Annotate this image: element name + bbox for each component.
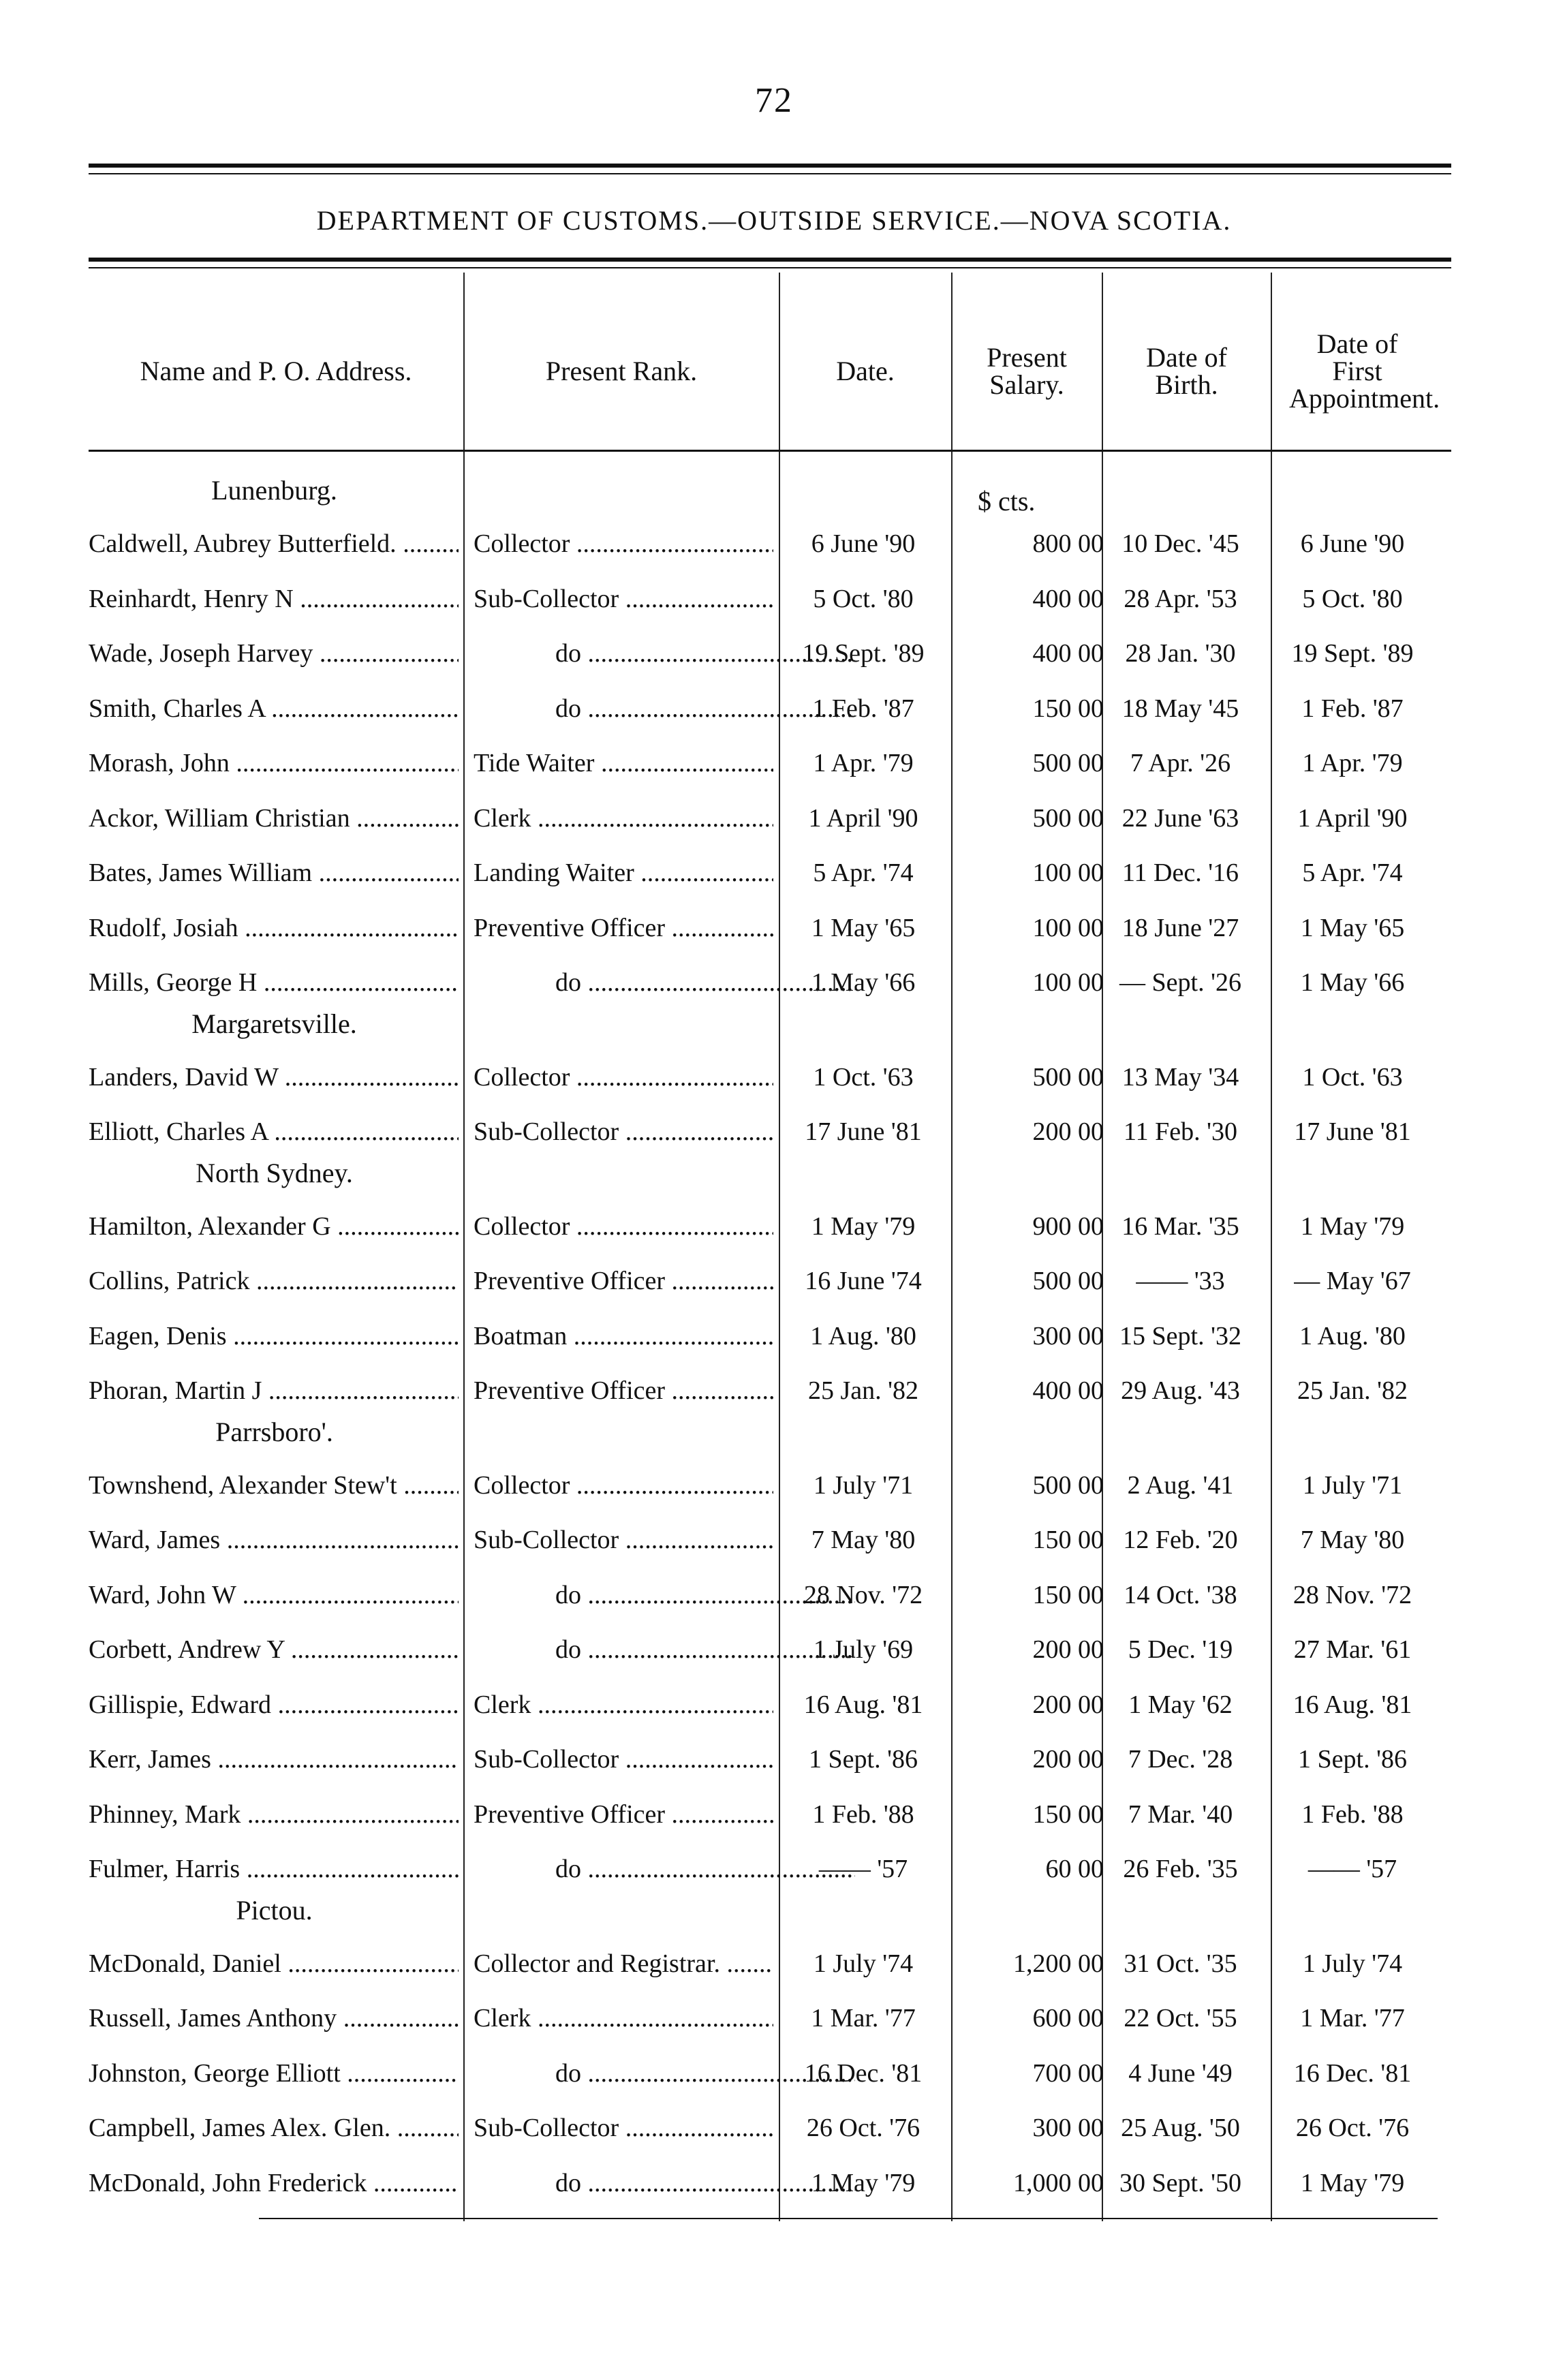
cell-rank: Collector ..... bbox=[474, 529, 773, 559]
cell-date: 16 Aug. '81 bbox=[803, 1690, 923, 1719]
cell-birth: 30 Sept. '50 bbox=[1119, 2168, 1241, 2197]
cell-rank: Collector ..... bbox=[474, 1062, 773, 1092]
cell-birth: — Sept. '26 bbox=[1119, 968, 1241, 997]
cell-first-appointment: 19 Sept. '89 bbox=[1291, 639, 1414, 668]
col-header-rank bbox=[465, 293, 778, 450]
col-header-date bbox=[780, 293, 950, 450]
cell-rank: Clerk ..... bbox=[474, 1690, 773, 1720]
cell-salary: 100 00 bbox=[1032, 968, 1104, 997]
section-heading: Parrsboro'. bbox=[215, 1416, 333, 1447]
cell-birth: 29 Aug. '43 bbox=[1121, 1376, 1240, 1405]
cell-first-appointment: 1 May '79 bbox=[1300, 2168, 1405, 2197]
table-row bbox=[0, 572, 1548, 626]
cell-salary: 400 00 bbox=[1032, 1376, 1104, 1405]
cell-name: Caldwell, Aubrey Butterfield. ..... bbox=[89, 529, 459, 559]
cell-name: McDonald, Daniel ..... bbox=[89, 1949, 459, 1979]
cell-salary: 400 00 bbox=[1032, 584, 1104, 613]
table-row bbox=[0, 846, 1548, 900]
cell-first-appointment: 28 Nov. '72 bbox=[1292, 1580, 1412, 1609]
cell-birth: 5 Dec. '19 bbox=[1128, 1635, 1233, 1664]
table-row bbox=[0, 2101, 1548, 2155]
top-rule-thin bbox=[89, 173, 1451, 174]
cell-name: Phinney, Mark ..... bbox=[89, 1799, 459, 1829]
cell-rank: do ..... bbox=[474, 2168, 855, 2198]
table-row bbox=[0, 1513, 1548, 1567]
cell-name: Phoran, Martin J ..... bbox=[89, 1376, 459, 1406]
cell-rank: Landing Waiter ..... bbox=[474, 858, 773, 888]
cell-salary: 500 00 bbox=[1032, 1470, 1104, 1500]
cell-first-appointment: 25 Jan. '82 bbox=[1297, 1376, 1408, 1405]
cell-first-appointment: 6 June '90 bbox=[1300, 529, 1405, 558]
cell-name: Campbell, James Alex. Glen. ..... bbox=[89, 2113, 459, 2143]
cell-date: 1 Sept. '86 bbox=[809, 1745, 918, 1774]
cell-date: 1 Aug. '80 bbox=[810, 1321, 916, 1350]
cell-rank: Sub-Collector ..... bbox=[474, 1744, 773, 1774]
table-row bbox=[0, 1678, 1548, 1732]
cell-date: —— '57 bbox=[818, 1855, 908, 1883]
cell-name: Corbett, Andrew Y ..... bbox=[89, 1635, 459, 1665]
cell-birth: 7 Apr. '26 bbox=[1130, 749, 1231, 777]
page-number: 72 bbox=[755, 81, 793, 120]
cell-rank: Tide Waiter ..... bbox=[474, 748, 773, 778]
cell-name: Johnston, George Elliott ..... bbox=[89, 2058, 459, 2088]
cell-first-appointment: —— '57 bbox=[1307, 1855, 1397, 1883]
cell-first-appointment: 16 Aug. '81 bbox=[1292, 1690, 1412, 1719]
table-row bbox=[0, 736, 1548, 790]
cell-birth: 22 Oct. '55 bbox=[1124, 2004, 1237, 2033]
table-row bbox=[0, 1936, 1548, 1991]
cell-date: 1 July '69 bbox=[813, 1635, 914, 1664]
header-rule-thick bbox=[89, 258, 1451, 262]
col-header-birth bbox=[1103, 293, 1270, 450]
cell-rank: Preventive Officer ..... bbox=[474, 913, 773, 943]
cell-date: 1 Feb. '88 bbox=[812, 1799, 914, 1829]
cell-name: Morash, John ..... bbox=[89, 748, 459, 778]
table-row bbox=[0, 1363, 1548, 1418]
cell-date: 1 May '79 bbox=[811, 2168, 916, 2197]
bottom-rule bbox=[259, 2218, 1438, 2219]
table-row bbox=[0, 2156, 1548, 2210]
cell-birth: 7 Dec. '28 bbox=[1128, 1745, 1233, 1774]
table-row bbox=[0, 1254, 1548, 1308]
cell-date: 28 Nov. '72 bbox=[803, 1580, 923, 1609]
cell-birth: 15 Sept. '32 bbox=[1119, 1321, 1241, 1350]
cell-birth: 28 Apr. '53 bbox=[1124, 584, 1237, 613]
table-row bbox=[0, 791, 1548, 846]
cell-first-appointment: 1 Feb. '87 bbox=[1301, 694, 1404, 723]
col-header-date-text: Date. bbox=[836, 356, 895, 386]
table-row bbox=[0, 1568, 1548, 1622]
cell-birth: 18 May '45 bbox=[1121, 694, 1239, 723]
cell-birth: 13 May '34 bbox=[1121, 1062, 1239, 1092]
cell-date: 1 May '66 bbox=[811, 968, 916, 997]
cell-salary: 60 00 bbox=[1045, 1855, 1104, 1883]
table-row bbox=[0, 1309, 1548, 1363]
table-row bbox=[0, 1622, 1548, 1677]
cell-name: Landers, David W ..... bbox=[89, 1062, 459, 1092]
cell-name: Fulmer, Harris ..... bbox=[89, 1854, 459, 1884]
cell-rank: Collector ..... bbox=[474, 1470, 773, 1500]
cell-salary: 500 00 bbox=[1032, 803, 1104, 833]
cell-first-appointment: 1 July '74 bbox=[1302, 1949, 1403, 1978]
cell-rank: do ..... bbox=[474, 638, 855, 668]
section-heading: Pictou. bbox=[236, 1894, 313, 1926]
cell-rank: Clerk ..... bbox=[474, 803, 773, 833]
cell-rank: do ..... bbox=[474, 1635, 855, 1665]
table-row bbox=[0, 1199, 1548, 1254]
cell-name: Eagen, Denis ..... bbox=[89, 1321, 459, 1351]
cell-first-appointment: 1 Sept. '86 bbox=[1298, 1745, 1407, 1774]
cell-salary: 500 00 bbox=[1032, 749, 1104, 777]
cell-date: 1 July '71 bbox=[813, 1470, 914, 1500]
cell-first-appointment: 1 Apr. '79 bbox=[1302, 749, 1403, 777]
col-header-name-text: Name and P. O. Address. bbox=[140, 356, 412, 386]
cell-first-appointment: 1 Feb. '88 bbox=[1301, 1799, 1404, 1829]
cell-name: Ackor, William Christian ..... bbox=[89, 803, 459, 833]
cell-date: 1 May '65 bbox=[811, 913, 916, 942]
cell-date: 1 April '90 bbox=[808, 803, 918, 833]
cell-first-appointment: 7 May '80 bbox=[1300, 1526, 1405, 1554]
cell-birth: 22 June '63 bbox=[1121, 803, 1239, 833]
cell-first-appointment: 27 Mar. '61 bbox=[1293, 1635, 1412, 1664]
cell-salary: 100 00 bbox=[1032, 859, 1104, 887]
cell-salary: 800 00 bbox=[1032, 529, 1104, 558]
table-row bbox=[0, 901, 1548, 955]
cell-rank: Sub-Collector ..... bbox=[474, 1117, 773, 1147]
cell-first-appointment: 1 July '71 bbox=[1302, 1470, 1403, 1500]
cell-name: Collins, Patrick ..... bbox=[89, 1266, 459, 1296]
table-row bbox=[0, 1991, 1548, 2045]
cell-name: Kerr, James ..... bbox=[89, 1744, 459, 1774]
cell-salary: 500 00 bbox=[1032, 1062, 1104, 1092]
cell-date: 25 Jan. '82 bbox=[807, 1376, 918, 1405]
cell-first-appointment: 1 May '79 bbox=[1300, 1211, 1405, 1241]
cell-date: 1 Feb. '87 bbox=[812, 694, 914, 723]
cell-birth: 10 Dec. '45 bbox=[1121, 529, 1239, 558]
cell-date: 1 Apr. '79 bbox=[813, 749, 914, 777]
cell-date: 16 Dec. '81 bbox=[804, 2058, 923, 2088]
cell-date: 1 Mar. '77 bbox=[811, 2004, 916, 2033]
cell-salary: 1,000 00 bbox=[1013, 2168, 1104, 2197]
col-header-salary bbox=[953, 293, 1101, 450]
page-title: DEPARTMENT OF CUSTOMS.—OUTSIDE SERVICE.—NOVA SCOTIA. bbox=[316, 205, 1232, 236]
cell-salary: 500 00 bbox=[1032, 1267, 1104, 1295]
cell-salary: 300 00 bbox=[1032, 1321, 1104, 1350]
cell-salary: 400 00 bbox=[1032, 639, 1104, 668]
cell-date: 5 Apr. '74 bbox=[813, 859, 914, 887]
cell-name: Russell, James Anthony ..... bbox=[89, 2003, 459, 2033]
cell-rank: Boatman ..... bbox=[474, 1321, 773, 1351]
cell-rank: do ..... bbox=[474, 2058, 855, 2088]
cell-first-appointment: 1 Oct. '63 bbox=[1302, 1062, 1403, 1092]
cell-first-appointment: 17 June '81 bbox=[1294, 1117, 1411, 1146]
cell-first-appointment: 16 Dec. '81 bbox=[1293, 2058, 1412, 2088]
cell-name: Elliott, Charles A ..... bbox=[89, 1117, 459, 1147]
cell-date: 16 June '74 bbox=[805, 1267, 922, 1295]
col-header-first-appointment-text: Date of First Appointment. bbox=[1289, 328, 1440, 414]
table-row bbox=[0, 681, 1548, 736]
cell-salary: 700 00 bbox=[1032, 2058, 1104, 2088]
cell-salary: 200 00 bbox=[1032, 1635, 1104, 1664]
table-row bbox=[0, 1104, 1548, 1159]
cell-date: 19 Sept. '89 bbox=[802, 639, 925, 668]
cell-rank: Preventive Officer ..... bbox=[474, 1376, 773, 1406]
cell-birth: 7 Mar. '40 bbox=[1128, 1799, 1233, 1829]
cell-date: 5 Oct. '80 bbox=[813, 584, 914, 613]
cell-birth: 11 Dec. '16 bbox=[1121, 859, 1239, 887]
cell-name: Reinhardt, Henry N ..... bbox=[89, 584, 459, 614]
col-header-salary-text: Present Salary. bbox=[987, 342, 1067, 400]
cell-salary: 200 00 bbox=[1032, 1117, 1104, 1146]
cell-name: McDonald, John Frederick ..... bbox=[89, 2168, 459, 2198]
cell-rank: Sub-Collector ..... bbox=[474, 1525, 773, 1555]
cell-rank: do ..... bbox=[474, 968, 855, 998]
cell-salary: 1,200 00 bbox=[1013, 1949, 1104, 1978]
cell-salary: 100 00 bbox=[1032, 913, 1104, 942]
table-row bbox=[0, 955, 1548, 1010]
table-row bbox=[0, 626, 1548, 681]
col-header-name bbox=[89, 293, 463, 450]
table-row bbox=[0, 1787, 1548, 1842]
cell-salary: 150 00 bbox=[1032, 1799, 1104, 1829]
cell-name: Bates, James William ..... bbox=[89, 858, 459, 888]
cell-birth: 25 Aug. '50 bbox=[1121, 2114, 1240, 2142]
cell-first-appointment: 5 Apr. '74 bbox=[1302, 859, 1403, 887]
cell-date: 26 Oct. '76 bbox=[806, 2114, 920, 2142]
cell-date: 17 June '81 bbox=[805, 1117, 922, 1146]
col-header-birth-text: Date of Birth. bbox=[1146, 342, 1227, 400]
cell-rank: do ..... bbox=[474, 1580, 855, 1610]
cell-date: 7 May '80 bbox=[811, 1526, 916, 1554]
cell-name: Ward, James ..... bbox=[89, 1525, 459, 1555]
column-header-rule bbox=[89, 450, 1451, 452]
cell-salary: 300 00 bbox=[1032, 2114, 1104, 2142]
cell-first-appointment: — May '67 bbox=[1294, 1267, 1411, 1295]
cell-date: 6 June '90 bbox=[811, 529, 916, 558]
salary-units: $ cts. bbox=[978, 486, 1036, 516]
cell-birth: —— '33 bbox=[1136, 1267, 1225, 1295]
cell-salary: 150 00 bbox=[1032, 1580, 1104, 1609]
cell-name: Ward, John W ..... bbox=[89, 1580, 459, 1610]
cell-birth: 12 Feb. '20 bbox=[1123, 1526, 1238, 1554]
cell-birth: 1 May '62 bbox=[1128, 1690, 1233, 1719]
cell-birth: 28 Jan. '30 bbox=[1125, 639, 1236, 668]
cell-date: 1 Oct. '63 bbox=[813, 1062, 914, 1092]
cell-date: 1 July '74 bbox=[813, 1949, 914, 1978]
section-heading: North Sydney. bbox=[196, 1157, 353, 1188]
cell-rank: Collector ..... bbox=[474, 1211, 773, 1241]
cell-salary: 150 00 bbox=[1032, 694, 1104, 723]
cell-first-appointment: 1 April '90 bbox=[1297, 803, 1408, 833]
cell-rank: Sub-Collector ..... bbox=[474, 584, 773, 614]
cell-birth: 26 Feb. '35 bbox=[1123, 1855, 1238, 1883]
cell-name: Townshend, Alexander Stew't ..... bbox=[89, 1470, 459, 1500]
col-header-first-appointment bbox=[1272, 293, 1442, 450]
col-header-rank-text: Present Rank. bbox=[545, 356, 698, 386]
cell-salary: 900 00 bbox=[1032, 1211, 1104, 1241]
cell-first-appointment: 1 Aug. '80 bbox=[1299, 1321, 1406, 1350]
cell-birth: 2 Aug. '41 bbox=[1127, 1470, 1234, 1500]
table-row bbox=[0, 1050, 1548, 1104]
cell-rank: Clerk ..... bbox=[474, 2003, 773, 2033]
cell-salary: 600 00 bbox=[1032, 2004, 1104, 2033]
table-row bbox=[0, 1842, 1548, 1896]
cell-first-appointment: 1 May '66 bbox=[1300, 968, 1405, 997]
cell-salary: 200 00 bbox=[1032, 1745, 1104, 1774]
cell-name: Hamilton, Alexander G ..... bbox=[89, 1211, 459, 1241]
cell-rank: do ..... bbox=[474, 1854, 855, 1884]
cell-rank: Collector and Registrar. ..... bbox=[474, 1949, 773, 1979]
table-row bbox=[0, 1732, 1548, 1787]
table-row bbox=[0, 1458, 1548, 1513]
cell-rank: do ..... bbox=[474, 694, 855, 724]
cell-birth: 11 Feb. '30 bbox=[1124, 1117, 1237, 1146]
top-rule-thick bbox=[89, 164, 1451, 168]
header-rule-thin bbox=[89, 267, 1451, 268]
cell-first-appointment: 1 May '65 bbox=[1300, 913, 1405, 942]
cell-first-appointment: 26 Oct. '76 bbox=[1295, 2114, 1410, 2142]
cell-birth: 4 June '49 bbox=[1128, 2058, 1233, 2088]
table-row bbox=[0, 2046, 1548, 2101]
cell-name: Gillispie, Edward ..... bbox=[89, 1690, 459, 1720]
cell-birth: 14 Oct. '38 bbox=[1124, 1580, 1237, 1609]
cell-first-appointment: 5 Oct. '80 bbox=[1302, 584, 1403, 613]
section-heading: Lunenburg. bbox=[211, 475, 337, 506]
cell-date: 1 May '79 bbox=[811, 1211, 916, 1241]
cell-rank: Preventive Officer ..... bbox=[474, 1799, 773, 1829]
cell-name: Mills, George H ..... bbox=[89, 968, 459, 998]
cell-birth: 18 June '27 bbox=[1121, 913, 1239, 942]
cell-salary: 150 00 bbox=[1032, 1526, 1104, 1554]
cell-first-appointment: 1 Mar. '77 bbox=[1300, 2004, 1405, 2033]
cell-name: Rudolf, Josiah ..... bbox=[89, 913, 459, 943]
cell-name: Smith, Charles A ..... bbox=[89, 694, 459, 724]
cell-birth: 16 Mar. '35 bbox=[1121, 1211, 1239, 1241]
cell-birth: 31 Oct. '35 bbox=[1124, 1949, 1237, 1978]
cell-name: Wade, Joseph Harvey ..... bbox=[89, 638, 459, 668]
cell-rank: Preventive Officer ..... bbox=[474, 1266, 773, 1296]
cell-rank: Sub-Collector ..... bbox=[474, 2113, 773, 2143]
table-row bbox=[0, 516, 1548, 571]
section-heading: Margaretsville. bbox=[191, 1008, 357, 1039]
cell-salary: 200 00 bbox=[1032, 1690, 1104, 1719]
